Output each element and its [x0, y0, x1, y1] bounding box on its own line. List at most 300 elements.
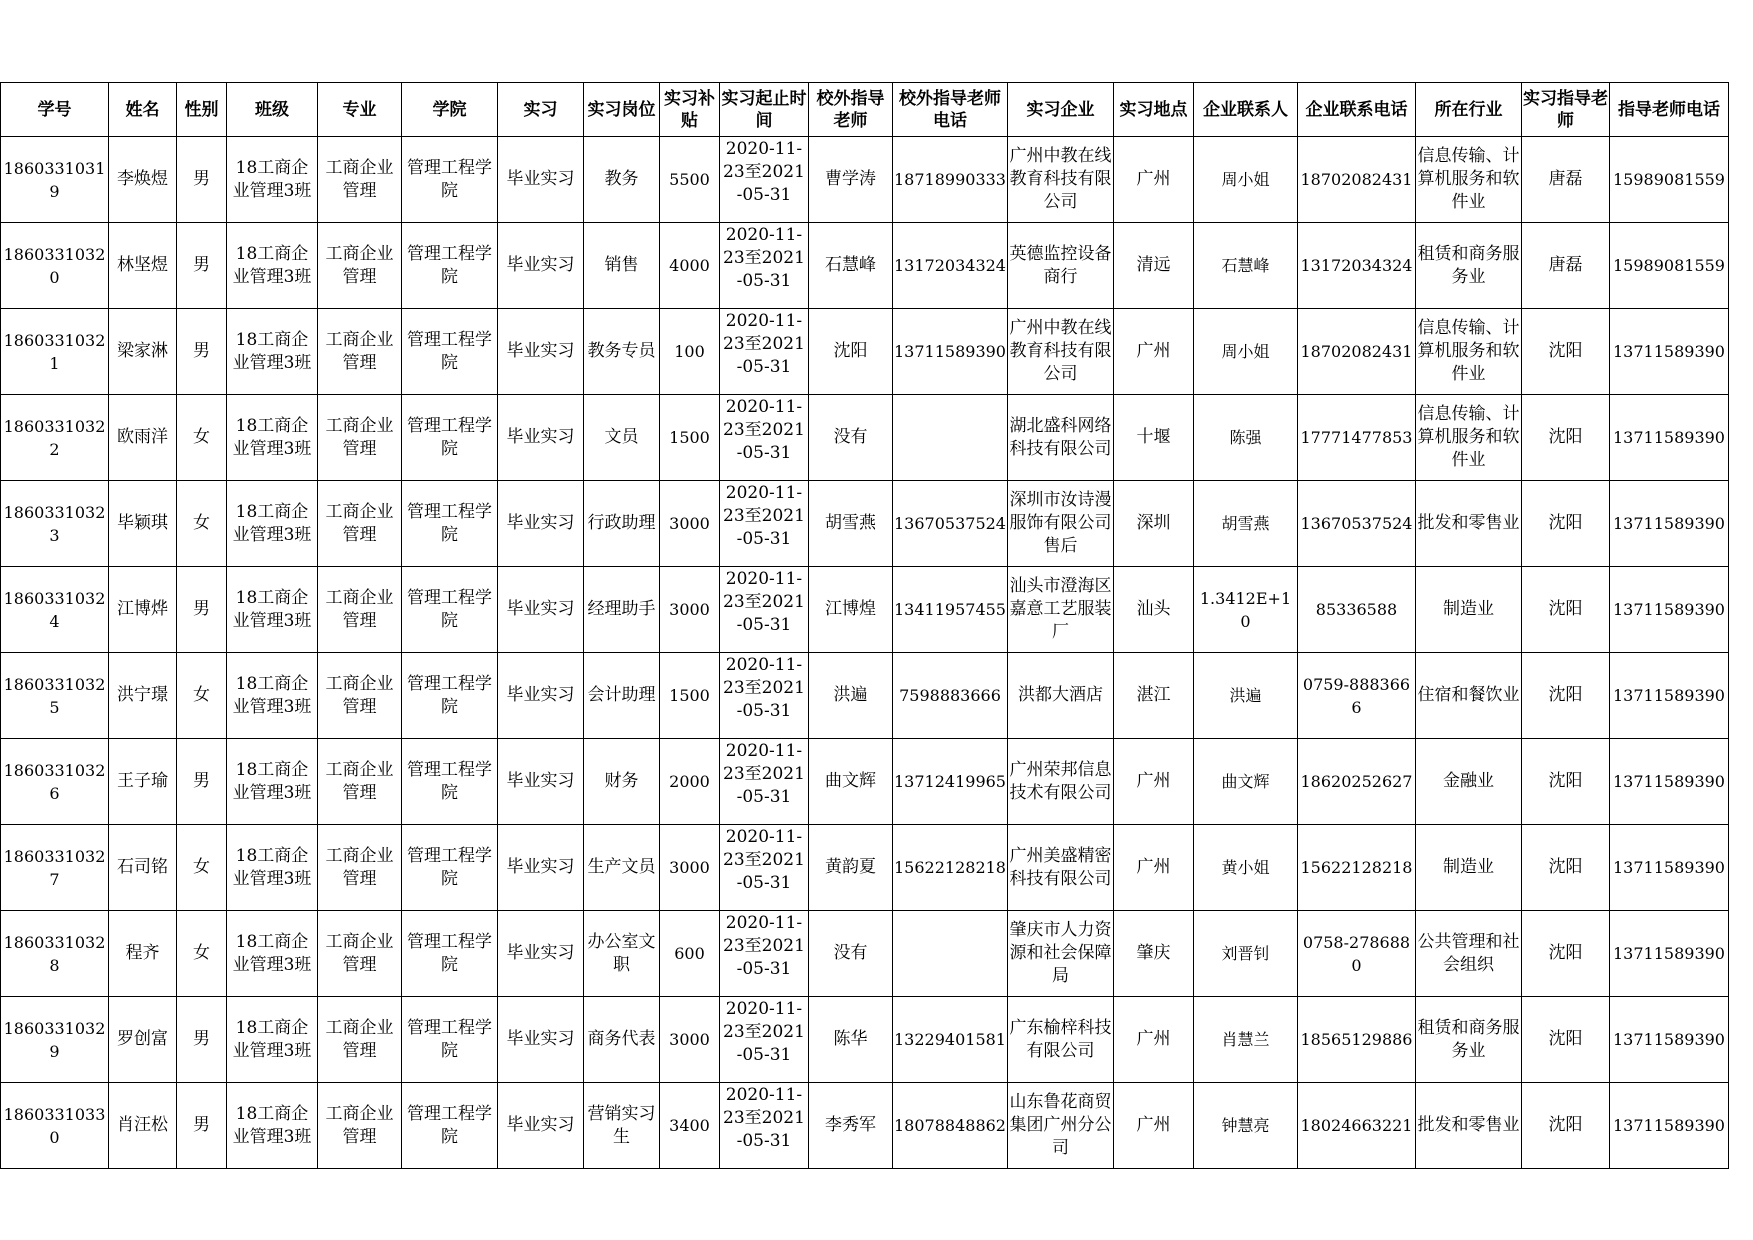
cell-company-phone: [1298, 567, 1416, 653]
table-row: [1, 653, 1729, 739]
cell-company: [1008, 825, 1114, 911]
cell-external-mentor-phone: [893, 395, 1008, 481]
cell-subsidy: [660, 1083, 720, 1169]
cell-name: [109, 395, 177, 481]
cell-text: 汕头市澄海区嘉意工艺服装厂: [1009, 576, 1112, 642]
header-row: [1, 83, 1729, 137]
cell-internal-mentor: [1522, 739, 1610, 825]
cell-location: [1114, 653, 1194, 739]
cell-text: 梁家淋: [117, 341, 168, 361]
header-company-phone: 企业联系电话: [1298, 83, 1416, 137]
cell-text: 女: [193, 427, 210, 447]
cell-text: 18工商企业管理3班: [232, 1017, 312, 1061]
cell-text: 钟慧亮: [1221, 1116, 1270, 1135]
cell-text: 4000: [669, 256, 710, 275]
cell-company: [1008, 997, 1114, 1083]
cell-text: 600: [674, 944, 705, 963]
cell-company-phone: [1298, 997, 1416, 1083]
cell-text: 商务代表: [587, 1029, 656, 1049]
cell-text: 广州: [1136, 1029, 1171, 1049]
cell-text: 毕业实习: [506, 169, 575, 189]
cell-text: 湖北盛科网络科技有限公司: [1009, 415, 1112, 459]
cell-text: 2020-11-23至2021-05-31: [723, 483, 805, 549]
cell-industry: [1416, 137, 1522, 223]
cell-text: 18工商企业管理3班: [232, 501, 312, 545]
cell-text: 13711589390: [1613, 342, 1725, 361]
cell-text: 管理工程学院: [407, 329, 492, 373]
cell-external-mentor: [809, 911, 893, 997]
cell-text: 管理工程学院: [407, 931, 492, 975]
cell-text: 1500: [669, 686, 710, 705]
cell-text: 女: [193, 685, 210, 705]
cell-internal-mentor: [1522, 395, 1610, 481]
cell-text: 13711589390: [1613, 858, 1725, 877]
cell-industry: [1416, 825, 1522, 911]
cell-student-id: [1, 137, 109, 223]
cell-major: [318, 223, 402, 309]
cell-internal-mentor: [1522, 997, 1610, 1083]
cell-period: [720, 395, 809, 481]
cell-external-mentor: [809, 137, 893, 223]
cell-external-mentor: [809, 825, 893, 911]
cell-text: 石司铭: [117, 857, 168, 877]
cell-text: 工商企业管理: [325, 1103, 394, 1147]
cell-student-id: [1, 309, 109, 395]
cell-text: 工商企业管理: [325, 1017, 394, 1061]
cell-internship-type: [498, 1083, 584, 1169]
header-location: 实习地点: [1114, 83, 1194, 137]
internship-table: [0, 82, 1729, 1169]
cell-external-mentor-phone: [893, 997, 1008, 1083]
cell-text: 广州: [1136, 1115, 1171, 1135]
cell-gender: [177, 309, 227, 395]
cell-period: [720, 223, 809, 309]
table-row: [1, 997, 1729, 1083]
cell-class: [227, 739, 318, 825]
cell-company: [1008, 137, 1114, 223]
cell-text: 2020-11-23至2021-05-31: [723, 827, 805, 893]
cell-text: 18702082431: [1300, 342, 1413, 361]
cell-text: 18603310323: [3, 502, 106, 545]
cell-external-mentor: [809, 481, 893, 567]
cell-text: 3000: [669, 600, 710, 619]
cell-text: 18603310330: [3, 1104, 106, 1147]
cell-text: 18620252627: [1300, 772, 1413, 791]
cell-subsidy: [660, 223, 720, 309]
cell-period: [720, 1083, 809, 1169]
table-row: [1, 395, 1729, 481]
cell-external-mentor-phone: [893, 825, 1008, 911]
cell-text: 18603310321: [3, 330, 106, 373]
cell-internal-mentor: [1522, 567, 1610, 653]
table-row: [1, 567, 1729, 653]
cell-mentor-phone: [1610, 567, 1729, 653]
cell-text: 18603310326: [3, 760, 106, 803]
cell-text: 肇庆市人力资源和社会保障局: [1009, 920, 1112, 986]
cell-gender: [177, 395, 227, 481]
cell-text: 13711589390: [1613, 772, 1725, 791]
cell-class: [227, 223, 318, 309]
cell-text: 石慧峰: [1221, 256, 1270, 275]
cell-class: [227, 567, 318, 653]
cell-name: [109, 1083, 177, 1169]
cell-subsidy: [660, 395, 720, 481]
cell-major: [318, 567, 402, 653]
cell-text: 工商企业管理: [325, 845, 394, 889]
cell-text: 肖汪松: [117, 1115, 168, 1135]
cell-mentor-phone: [1610, 137, 1729, 223]
cell-internal-mentor: [1522, 911, 1610, 997]
cell-text: 3400: [669, 1116, 710, 1135]
cell-internal-mentor: [1522, 309, 1610, 395]
cell-company: [1008, 911, 1114, 997]
cell-student-id: [1, 825, 109, 911]
cell-internship-type: [498, 653, 584, 739]
cell-text: 18工商企业管理3班: [232, 415, 312, 459]
cell-text: 3000: [669, 1030, 710, 1049]
header-college: 学院: [402, 83, 498, 137]
cell-company: [1008, 567, 1114, 653]
cell-text: 管理工程学院: [407, 587, 492, 631]
cell-text: 会计助理: [587, 685, 656, 705]
cell-text: 2020-11-23至2021-05-31: [723, 225, 805, 291]
cell-period: [720, 825, 809, 911]
cell-major: [318, 395, 402, 481]
cell-text: 管理工程学院: [407, 759, 492, 803]
cell-text: 13711589390: [1613, 428, 1725, 447]
cell-company-phone: [1298, 223, 1416, 309]
cell-text: 女: [193, 513, 210, 533]
cell-class: [227, 309, 318, 395]
cell-text: 工商企业管理: [325, 243, 394, 287]
cell-internship-type: [498, 825, 584, 911]
cell-class: [227, 825, 318, 911]
cell-text: 沈阳: [1548, 943, 1583, 963]
cell-position: [584, 395, 660, 481]
cell-mentor-phone: [1610, 739, 1729, 825]
cell-company-contact: [1194, 309, 1298, 395]
cell-text: 胡雪燕: [825, 513, 876, 533]
cell-internal-mentor: [1522, 825, 1610, 911]
cell-text: 18603310324: [3, 588, 106, 631]
table-body: [1, 137, 1729, 1169]
cell-name: [109, 825, 177, 911]
cell-position: [584, 911, 660, 997]
cell-company-phone: [1298, 653, 1416, 739]
cell-text: 1500: [669, 428, 710, 447]
cell-text: 信息传输、计算机服务和软件业: [1417, 404, 1520, 470]
cell-text: 毕业实习: [506, 1115, 575, 1135]
cell-text: 女: [193, 943, 210, 963]
cell-text: 没有: [833, 943, 868, 963]
cell-name: [109, 997, 177, 1083]
cell-text: 18603310322: [3, 416, 106, 459]
cell-internal-mentor: [1522, 137, 1610, 223]
cell-text: 18603310327: [3, 846, 106, 889]
cell-text: 毕业实习: [506, 513, 575, 533]
cell-external-mentor-phone: [893, 653, 1008, 739]
cell-text: 管理工程学院: [407, 243, 492, 287]
cell-company-phone: [1298, 137, 1416, 223]
cell-text: 工商企业管理: [325, 931, 394, 975]
cell-text: 管理工程学院: [407, 1103, 492, 1147]
cell-internship-type: [498, 309, 584, 395]
cell-text: 18工商企业管理3班: [232, 931, 312, 975]
cell-name: [109, 137, 177, 223]
cell-external-mentor: [809, 739, 893, 825]
cell-text: 18603310325: [3, 674, 106, 717]
cell-student-id: [1, 653, 109, 739]
cell-company-contact: [1194, 481, 1298, 567]
cell-text: 管理工程学院: [407, 501, 492, 545]
cell-text: 黄小姐: [1221, 858, 1270, 877]
cell-mentor-phone: [1610, 223, 1729, 309]
cell-location: [1114, 137, 1194, 223]
cell-text: 沈阳: [1548, 427, 1583, 447]
cell-major: [318, 137, 402, 223]
cell-internal-mentor: [1522, 1083, 1610, 1169]
cell-text: 周小姐: [1221, 170, 1270, 189]
header-industry: 所在行业: [1416, 83, 1522, 137]
cell-location: [1114, 739, 1194, 825]
cell-text: 18718990333: [894, 170, 1006, 189]
cell-name: [109, 653, 177, 739]
cell-text: 陈强: [1229, 428, 1262, 447]
cell-position: [584, 309, 660, 395]
cell-internship-type: [498, 481, 584, 567]
cell-company-contact: [1194, 825, 1298, 911]
cell-text: 广州荣邦信息技术有限公司: [1009, 759, 1112, 803]
cell-text: 18702082431: [1300, 170, 1413, 189]
cell-text: 洪宁璟: [117, 685, 168, 705]
cell-text: 男: [193, 341, 210, 361]
cell-text: 男: [193, 1029, 210, 1049]
cell-company-phone: [1298, 309, 1416, 395]
cell-industry: [1416, 223, 1522, 309]
cell-text: 15989081559: [1613, 256, 1725, 275]
cell-text: 2020-11-23至2021-05-31: [723, 913, 805, 979]
cell-location: [1114, 1083, 1194, 1169]
cell-text: 租赁和商务服务业: [1417, 243, 1520, 287]
cell-subsidy: [660, 309, 720, 395]
cell-text: 曲文辉: [1221, 772, 1270, 791]
cell-student-id: [1, 223, 109, 309]
cell-text: 毕业实习: [506, 685, 575, 705]
cell-internship-type: [498, 223, 584, 309]
cell-internship-type: [498, 911, 584, 997]
cell-text: 工商企业管理: [325, 501, 394, 545]
cell-internal-mentor: [1522, 653, 1610, 739]
cell-external-mentor-phone: [893, 481, 1008, 567]
cell-external-mentor: [809, 395, 893, 481]
cell-text: 陈华: [833, 1029, 868, 1049]
cell-student-id: [1, 567, 109, 653]
cell-text: 洪都大酒店: [1018, 685, 1103, 705]
cell-major: [318, 997, 402, 1083]
table-row: [1, 309, 1729, 395]
cell-text: 租赁和商务服务业: [1417, 1017, 1520, 1061]
cell-text: 教务专员: [587, 341, 656, 361]
cell-text: 2020-11-23至2021-05-31: [723, 655, 805, 721]
cell-text: 唐磊: [1548, 255, 1583, 275]
cell-position: [584, 481, 660, 567]
cell-college: [402, 739, 498, 825]
cell-college: [402, 997, 498, 1083]
cell-location: [1114, 481, 1194, 567]
cell-industry: [1416, 395, 1522, 481]
cell-text: 沈阳: [1548, 1029, 1583, 1049]
cell-company-contact: [1194, 653, 1298, 739]
cell-subsidy: [660, 653, 720, 739]
cell-text: 十堰: [1136, 427, 1171, 447]
cell-text: 汕头: [1136, 599, 1171, 619]
cell-company: [1008, 739, 1114, 825]
cell-class: [227, 911, 318, 997]
cell-text: 毕颖琪: [117, 513, 168, 533]
cell-name: [109, 567, 177, 653]
cell-mentor-phone: [1610, 309, 1729, 395]
cell-text: 18工商企业管理3班: [232, 587, 312, 631]
cell-major: [318, 911, 402, 997]
cell-college: [402, 1083, 498, 1169]
cell-text: 沈阳: [1548, 771, 1583, 791]
cell-internship-type: [498, 567, 584, 653]
cell-company-phone: [1298, 1083, 1416, 1169]
cell-external-mentor: [809, 567, 893, 653]
cell-major: [318, 825, 402, 911]
cell-text: 沈阳: [1548, 599, 1583, 619]
cell-college: [402, 653, 498, 739]
cell-text: 13411957455: [894, 600, 1006, 619]
cell-location: [1114, 309, 1194, 395]
cell-college: [402, 309, 498, 395]
cell-external-mentor-phone: [893, 1083, 1008, 1169]
cell-text: 男: [193, 771, 210, 791]
cell-class: [227, 137, 318, 223]
cell-industry: [1416, 653, 1522, 739]
cell-text: 毕业实习: [506, 771, 575, 791]
cell-text: 18078848862: [894, 1116, 1006, 1135]
cell-text: 黄韵夏: [825, 857, 876, 877]
cell-text: 教务: [604, 169, 639, 189]
cell-text: 13670537524: [1300, 514, 1413, 533]
cell-external-mentor: [809, 997, 893, 1083]
cell-name: [109, 911, 177, 997]
cell-text: 广东榆梓科技有限公司: [1009, 1017, 1112, 1061]
cell-gender: [177, 911, 227, 997]
cell-text: 沈阳: [1548, 1115, 1583, 1135]
table-row: [1, 481, 1729, 567]
cell-student-id: [1, 997, 109, 1083]
cell-text: 深圳: [1136, 513, 1171, 533]
cell-class: [227, 1083, 318, 1169]
cell-location: [1114, 395, 1194, 481]
cell-text: 工商企业管理: [325, 673, 394, 717]
cell-text: 15622128218: [1300, 858, 1413, 877]
cell-text: 金融业: [1443, 771, 1494, 791]
header-company-contact: 企业联系人: [1194, 83, 1298, 137]
cell-text: 刘晋钊: [1221, 944, 1270, 963]
cell-text: 李秀军: [825, 1115, 876, 1135]
cell-period: [720, 911, 809, 997]
cell-text: 7598883666: [899, 686, 1001, 705]
cell-company-contact: [1194, 567, 1298, 653]
cell-mentor-phone: [1610, 1083, 1729, 1169]
cell-text: 18603310319: [3, 158, 106, 201]
cell-text: 工商企业管理: [325, 329, 394, 373]
cell-text: 18工商企业管理3班: [232, 759, 312, 803]
cell-college: [402, 567, 498, 653]
header-gender: 性别: [177, 83, 227, 137]
cell-text: 沈阳: [1548, 341, 1583, 361]
cell-gender: [177, 739, 227, 825]
cell-text: 广州中教在线教育科技有限公司: [1009, 146, 1112, 212]
cell-text: 制造业: [1443, 599, 1494, 619]
cell-text: 15989081559: [1613, 170, 1725, 189]
cell-text: 2000: [669, 772, 710, 791]
cell-text: 胡雪燕: [1221, 514, 1270, 533]
cell-text: 石慧峰: [825, 255, 876, 275]
cell-text: 营销实习生: [587, 1103, 656, 1147]
cell-text: 沈阳: [1548, 513, 1583, 533]
cell-text: 2020-11-23至2021-05-31: [723, 1085, 805, 1151]
cell-mentor-phone: [1610, 481, 1729, 567]
table-row: [1, 825, 1729, 911]
cell-college: [402, 395, 498, 481]
cell-company: [1008, 653, 1114, 739]
cell-period: [720, 481, 809, 567]
cell-location: [1114, 825, 1194, 911]
cell-text: 男: [193, 169, 210, 189]
cell-text: 18工商企业管理3班: [232, 673, 312, 717]
cell-company: [1008, 223, 1114, 309]
cell-student-id: [1, 911, 109, 997]
cell-position: [584, 825, 660, 911]
cell-student-id: [1, 739, 109, 825]
cell-company-phone: [1298, 825, 1416, 911]
cell-company: [1008, 481, 1114, 567]
cell-text: 毕业实习: [506, 255, 575, 275]
cell-period: [720, 137, 809, 223]
cell-text: 没有: [833, 427, 868, 447]
cell-text: 100: [674, 342, 705, 361]
cell-text: 13711589390: [1613, 944, 1725, 963]
cell-text: 18工商企业管理3班: [232, 845, 312, 889]
cell-industry: [1416, 1083, 1522, 1169]
cell-external-mentor-phone: [893, 223, 1008, 309]
cell-text: 工商企业管理: [325, 759, 394, 803]
cell-class: [227, 997, 318, 1083]
cell-text: 山东鲁花商贸集团广州分公司: [1009, 1092, 1112, 1158]
cell-text: 男: [193, 1115, 210, 1135]
cell-gender: [177, 997, 227, 1083]
cell-text: 女: [193, 857, 210, 877]
cell-text: 经理助手: [587, 599, 656, 619]
cell-text: 深圳市汝诗漫服饰有限公司售后: [1009, 490, 1112, 556]
cell-text: 广州: [1136, 341, 1171, 361]
cell-class: [227, 653, 318, 739]
cell-company: [1008, 395, 1114, 481]
cell-text: 13670537524: [894, 514, 1006, 533]
cell-text: 管理工程学院: [407, 845, 492, 889]
cell-external-mentor-phone: [893, 137, 1008, 223]
cell-position: [584, 739, 660, 825]
cell-text: 13711589390: [1613, 600, 1725, 619]
cell-text: 1.3412E+10: [1199, 588, 1292, 631]
cell-text: 工商企业管理: [325, 415, 394, 459]
cell-name: [109, 481, 177, 567]
cell-internal-mentor: [1522, 223, 1610, 309]
